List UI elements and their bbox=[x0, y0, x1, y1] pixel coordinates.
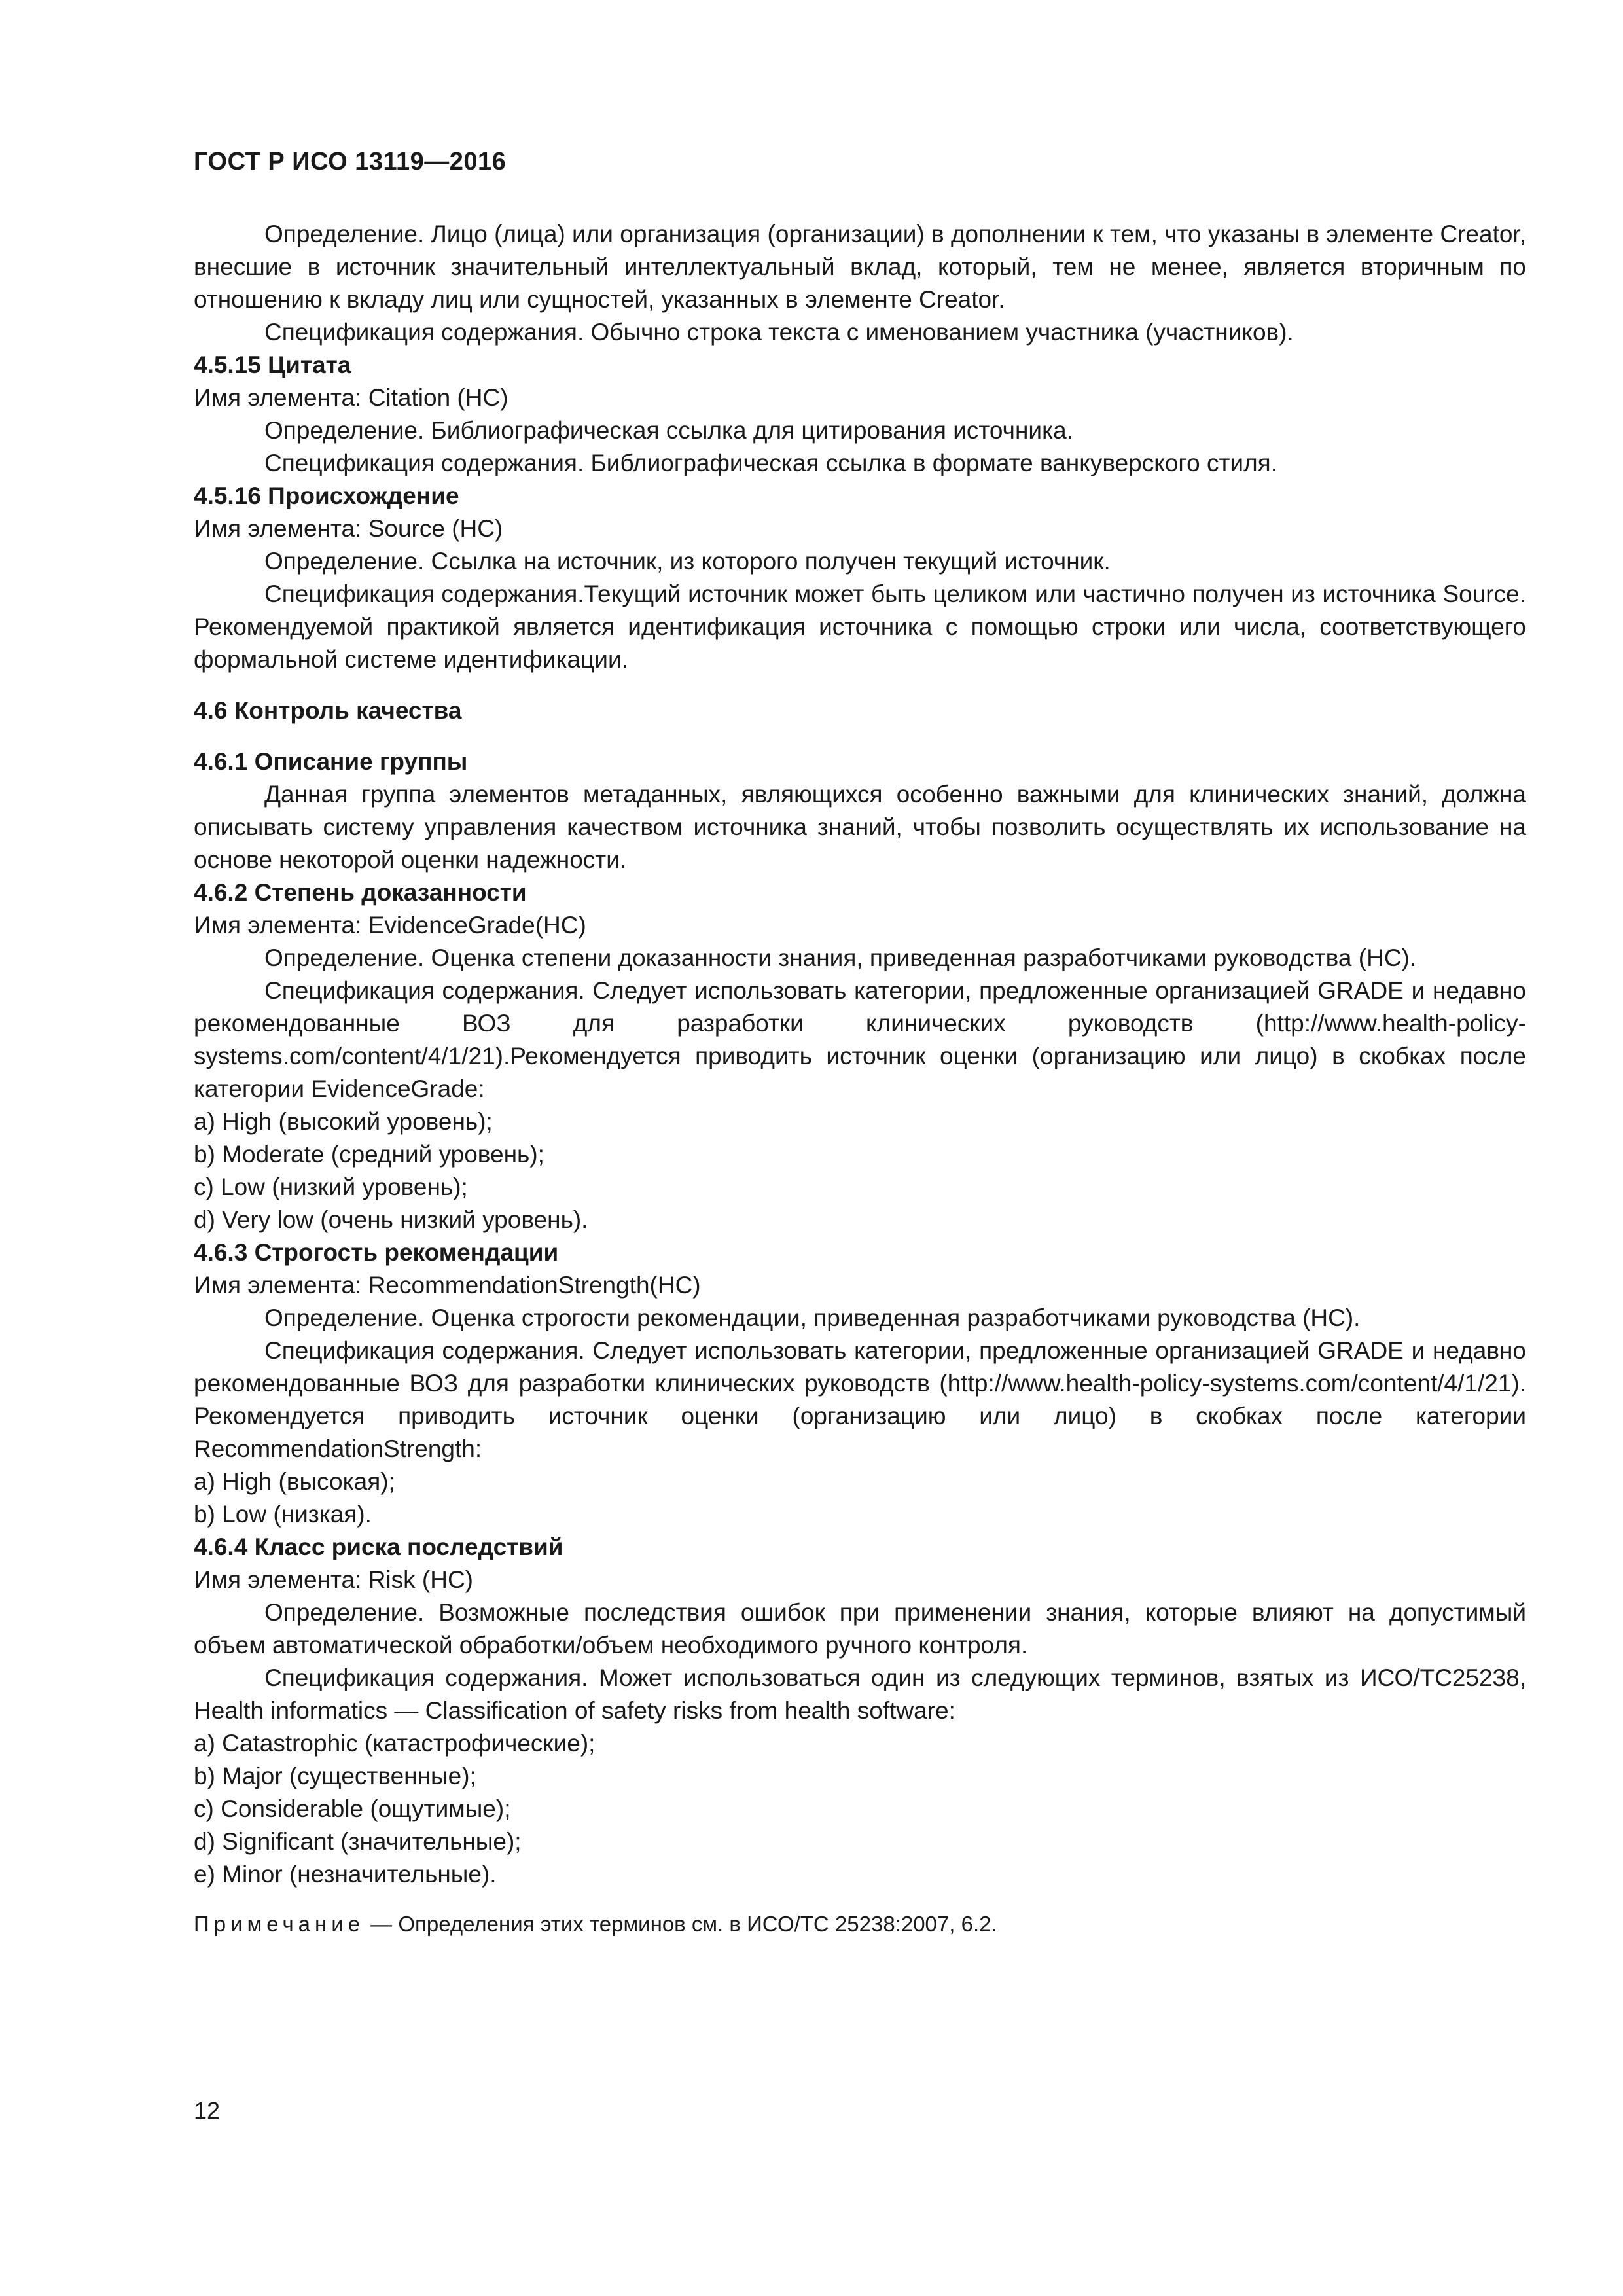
group-text: Данная группа элементов метаданных, являющихся особенно важными для клинических знаний, должна описывать систему управления качеством источника знаний, чтобы позволить осуществлять их использование на основе некоторой оценки надежности. bbox=[194, 781, 1526, 873]
list-item: c) Considerable (ощутимые); bbox=[194, 1795, 511, 1822]
quality-heading: 4.6 Контроль качества bbox=[194, 697, 462, 724]
evidence-spec: Спецификация содержания. Следует использовать категории, предложенные организацией GRADE и недавно рекомендованные ВОЗ для разработки клинических руководств (http://www.health-policy-systems.com/content/4/1/21).Рекомендуется приводить источник оценки (организацию или лицо) в скобках после категории EvidenceGrade: bbox=[194, 977, 1526, 1102]
list-item: c) Low (низкий уровень); bbox=[194, 1174, 468, 1200]
page-number: 12 bbox=[194, 2097, 221, 2124]
evidence-heading: 4.6.2 Степень доказанности bbox=[194, 879, 527, 906]
list-item: b) Major (существенные); bbox=[194, 1763, 476, 1789]
list-item: b) Moderate (средний уровень); bbox=[194, 1141, 544, 1168]
note-text: — Определения этих терминов см. в ИСО/ТС 25238:2007, 6.2. bbox=[365, 1912, 997, 1936]
source-element: Имя элемента: Source (НС) bbox=[194, 515, 503, 542]
list-item: e) Minor (незначительные). bbox=[194, 1861, 497, 1888]
source-definition: Определение. Ссылка на источник, из которого получен текущий источник. bbox=[264, 548, 1111, 575]
strength-spec: Спецификация содержания. Следует использовать категории, предложенные организацией GRADE и недавно рекомендованные ВОЗ для разработки клинических руководств (http://www.health-policy-systems.com/content/4/1/21). Рекомендуется приводить источник оценки (организацию или лицо) в скобках после категории RecommendationStrength: bbox=[194, 1337, 1526, 1462]
group-heading: 4.6.1 Описание группы bbox=[194, 748, 468, 775]
list-item: a) High (высокий уровень); bbox=[194, 1108, 493, 1135]
risk-heading: 4.6.4 Класс риска последствий bbox=[194, 1534, 563, 1560]
list-item: b) Low (низкая). bbox=[194, 1501, 372, 1528]
strength-heading: 4.6.3 Строгость рекомендации bbox=[194, 1239, 559, 1266]
evidence-definition: Определение. Оценка степени доказанности знания, приведенная разработчиками руководства (НС). bbox=[264, 944, 1417, 971]
list-item: a) Catastrophic (катастрофические); bbox=[194, 1730, 596, 1757]
note bbox=[194, 1908, 1526, 1941]
risk-spec: Спецификация содержания. Может использоваться один из следующих терминов, взятых из ИСО/ТС25238, Health informatics — Classification of safety risks from health software: bbox=[194, 1664, 1526, 1724]
citation-element: Имя элемента: Citation (НС) bbox=[194, 384, 508, 411]
contributor-spec: Спецификация содержания. Обычно строка текста с именованием участника (участников). bbox=[264, 319, 1294, 346]
risk-definition: Определение. Возможные последствия ошибок при применении знания, которые влияют на допустимый объем автоматической обработки/объем необходимого ручного контроля. bbox=[194, 1599, 1526, 1659]
document-body bbox=[194, 218, 1526, 1941]
strength-definition: Определение. Оценка строгости рекомендации, приведенная разработчиками руководства (НС). bbox=[264, 1304, 1361, 1331]
list-item: d) Significant (значительные); bbox=[194, 1828, 522, 1855]
evidence-element: Имя элемента: EvidenceGrade(НС) bbox=[194, 912, 586, 939]
list-item: d) Very low (очень низкий уровень). bbox=[194, 1206, 588, 1233]
note-label: Примечание bbox=[194, 1912, 365, 1936]
citation-heading: 4.5.15 Цитата bbox=[194, 351, 351, 378]
source-spec: Спецификация содержания.Текущий источник может быть целиком или частично получен из источника Source. Рекомендуемой практикой является идентификация источника с помощью строки или числа, соответствующего формальной системе идентификации. bbox=[194, 581, 1526, 673]
source-heading: 4.5.16 Происхождение bbox=[194, 482, 459, 509]
risk-element: Имя элемента: Risk (НС) bbox=[194, 1566, 473, 1593]
contributor-definition: Определение. Лицо (лица) или организация (организации) в дополнении к тем, что указаны в элементе Creator, внесшие в источник значительный интеллектуальный вклад, который, тем не менее, является вторичным по отношению к вкладу лиц или сущностей, указанных в элементе Creator. bbox=[194, 221, 1526, 313]
strength-element: Имя элемента: RecommendationStrength(НС) bbox=[194, 1272, 701, 1299]
document-header: ГОСТ Р ИСО 13119—2016 bbox=[194, 148, 507, 175]
citation-spec: Спецификация содержания. Библиографическая ссылка в формате ванкуверского стиля. bbox=[264, 450, 1277, 476]
citation-definition: Определение. Библиографическая ссылка для цитирования источника. bbox=[264, 417, 1073, 444]
list-item: a) High (высокая); bbox=[194, 1468, 395, 1495]
